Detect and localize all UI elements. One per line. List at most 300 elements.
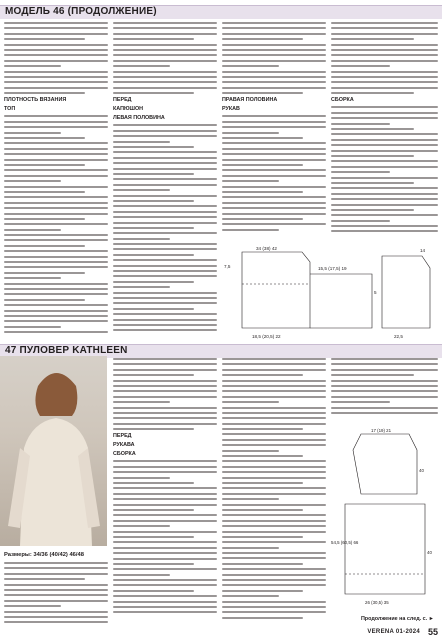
dimension-label: 5: [374, 290, 377, 295]
text-line: [222, 450, 279, 452]
text-line: [222, 207, 326, 209]
subheading: СБОРКА: [331, 97, 354, 104]
text-line: [4, 567, 108, 569]
text-line: [222, 477, 326, 479]
text-line: [222, 574, 326, 576]
text-line: [331, 177, 438, 179]
text-line: [222, 202, 326, 204]
text-line: [222, 169, 326, 171]
subheading: РУКАВА: [113, 442, 135, 449]
text-line: [4, 148, 108, 150]
text-line: [222, 396, 326, 398]
dimension-label: 54,5 (60,5) 66: [331, 540, 359, 545]
text-line: [4, 621, 108, 623]
text-line: [4, 326, 61, 328]
text-line: [113, 380, 217, 382]
text-line: [4, 310, 108, 312]
text-line: [113, 54, 217, 56]
text-line: [4, 605, 61, 607]
text-line: [4, 38, 85, 40]
text-line: [113, 390, 217, 392]
text-line: [222, 218, 303, 220]
text-line: [4, 213, 108, 215]
text-line: [113, 579, 217, 581]
text-line: [113, 49, 217, 51]
text-line: [4, 54, 108, 56]
text-line: [4, 22, 108, 24]
subheading: ПЕРЕД: [113, 97, 132, 104]
text-line: [222, 115, 326, 117]
text-line: [222, 33, 326, 35]
text-line: [331, 187, 438, 189]
text-line: [113, 227, 194, 229]
text-line: [113, 275, 217, 277]
text-line: [113, 477, 170, 479]
text-line: [222, 223, 326, 225]
text-line: [113, 243, 217, 245]
text-line: [113, 324, 217, 326]
text-line: [113, 547, 217, 549]
text-line: [113, 184, 217, 186]
text-line: [4, 288, 108, 290]
text-line: [113, 584, 217, 586]
text-line: [331, 407, 438, 409]
text-line: [113, 87, 217, 89]
text-line: [113, 38, 194, 40]
text-line: [222, 466, 326, 468]
text-line: [113, 493, 217, 495]
pattern-schematic-bottom: [331, 424, 438, 614]
text-line: [113, 211, 217, 213]
text-line: [222, 175, 326, 177]
text-line: [222, 369, 326, 371]
text-line: [113, 44, 217, 46]
text-line: [4, 87, 108, 89]
text-column-lower-1: [4, 562, 108, 628]
text-line: [222, 87, 326, 89]
text-line: [222, 557, 326, 559]
text-line: [4, 239, 108, 241]
text-line: [222, 71, 326, 73]
text-line: [113, 504, 217, 506]
text-line: [222, 196, 326, 198]
text-line: [331, 160, 438, 162]
text-line: [331, 363, 438, 365]
text-line: [113, 205, 217, 207]
text-line: [4, 115, 108, 117]
text-column-2: [113, 22, 217, 344]
text-line: [4, 256, 108, 258]
text-line: [4, 589, 108, 591]
text-line: [331, 396, 438, 398]
text-line: [113, 428, 194, 430]
text-line: [331, 182, 414, 184]
text-line: [222, 38, 303, 40]
dimension-label: 34 (38) 42: [256, 246, 277, 251]
text-line: [113, 509, 194, 511]
text-line: [113, 238, 170, 240]
subheading: РУКАВ: [222, 106, 240, 113]
text-line: [113, 76, 217, 78]
text-line: [222, 358, 326, 360]
text-line: [113, 189, 170, 191]
text-line: [113, 200, 194, 202]
text-line: [113, 417, 217, 419]
text-line: [222, 482, 303, 484]
text-line: [4, 261, 108, 263]
text-line: [4, 283, 108, 285]
dimension-label: 18,5 (20,5) 22: [252, 334, 281, 339]
text-line: [4, 169, 108, 171]
text-line: [113, 297, 217, 299]
dimension-label: 17 (19) 21: [371, 428, 392, 433]
text-line: [222, 142, 326, 144]
text-line: [222, 541, 326, 543]
dimension-label: 15,5 (17,5) 19: [318, 266, 347, 271]
text-line: [331, 133, 438, 135]
text-line: [113, 254, 194, 256]
text-line: [222, 164, 303, 166]
text-line: [4, 76, 108, 78]
text-line: [113, 173, 194, 175]
text-line: [113, 536, 194, 538]
text-line: [331, 117, 438, 119]
text-line: [113, 222, 217, 224]
text-line: [331, 87, 438, 89]
text-line: [222, 563, 303, 565]
text-line: [222, 407, 326, 409]
text-line: [331, 33, 438, 35]
text-line: [222, 417, 326, 419]
text-line: [331, 65, 390, 67]
text-line: [113, 265, 217, 267]
section-title: 47 ПУЛОВЕР KATHLEEN: [5, 345, 128, 356]
text-line: [4, 584, 108, 586]
text-line: [4, 245, 85, 247]
text-line: [222, 520, 326, 522]
text-line: [222, 579, 326, 581]
text-line: [113, 460, 217, 462]
subheading: КАПЮШОН: [113, 106, 144, 113]
text-line: [222, 363, 326, 365]
text-line: [4, 27, 108, 29]
text-line: [331, 49, 438, 51]
text-column-1: [4, 22, 108, 344]
text-line: [4, 92, 85, 94]
text-line: [222, 81, 326, 83]
text-line: [222, 374, 303, 376]
text-line: [113, 146, 194, 148]
text-line: [4, 191, 85, 193]
text-line: [331, 171, 390, 173]
text-line: [113, 466, 217, 468]
text-line: [222, 148, 326, 150]
text-line: [4, 81, 108, 83]
text-line: [4, 229, 61, 231]
text-line: [331, 166, 438, 168]
text-line: [113, 482, 194, 484]
text-line: [113, 313, 217, 315]
text-line: [222, 471, 326, 473]
text-line: [222, 509, 303, 511]
text-line: [222, 380, 326, 382]
text-line: [113, 33, 217, 35]
text-line: [4, 616, 108, 618]
text-line: [4, 331, 108, 333]
text-line: [113, 292, 217, 294]
text-line: [222, 121, 326, 123]
text-line: [331, 412, 438, 414]
text-line: [222, 27, 326, 29]
text-line: [222, 390, 326, 392]
text-column-lower-3: [222, 358, 326, 626]
text-line: [113, 248, 217, 250]
text-line: [222, 595, 279, 597]
text-line: [113, 520, 217, 522]
text-line: [222, 153, 326, 155]
dimension-label: 26 (30,5) 35: [365, 600, 389, 605]
text-line: [222, 186, 326, 188]
text-line: [4, 159, 108, 161]
text-line: [222, 412, 326, 414]
text-line: [113, 135, 217, 137]
text-line: [4, 234, 108, 236]
text-column-lower-2: [113, 358, 217, 626]
text-line: [222, 76, 326, 78]
text-line: [331, 76, 438, 78]
continued-label: Продолжение на след. с. ►: [360, 616, 434, 622]
text-line: [331, 112, 438, 114]
text-line: [331, 214, 438, 216]
text-line: [4, 594, 108, 596]
text-line: [4, 600, 108, 602]
text-line: [331, 123, 390, 125]
text-line: [331, 380, 438, 382]
text-line: [222, 552, 326, 554]
text-line: [222, 514, 326, 516]
text-line: [331, 92, 414, 94]
text-line: [331, 225, 438, 227]
dimension-label: 22,5: [394, 334, 403, 339]
text-line: [4, 132, 61, 134]
text-line: [222, 590, 303, 592]
subheading: ПРАВАЯ ПОЛОВИНА: [222, 97, 278, 104]
text-line: [222, 487, 326, 489]
text-line: [331, 144, 438, 146]
text-line: [113, 487, 217, 489]
text-line: [4, 164, 85, 166]
text-line: [331, 390, 438, 392]
text-line: [4, 180, 61, 182]
text-line: [222, 536, 303, 538]
text-line: [113, 541, 217, 543]
text-line: [222, 531, 326, 533]
text-line: [331, 220, 390, 222]
text-line: [222, 606, 326, 608]
text-line: [113, 552, 217, 554]
text-line: [4, 266, 108, 268]
sizes-label: Размеры: 34/36 (40/42) 46/48: [4, 552, 84, 558]
text-line: [4, 121, 108, 123]
text-line: [331, 150, 438, 152]
text-line: [222, 444, 326, 446]
text-line: [4, 578, 85, 580]
text-line: [4, 202, 108, 204]
text-line: [113, 178, 217, 180]
text-line: [331, 38, 414, 40]
text-line: [222, 213, 326, 215]
text-line: [331, 358, 438, 360]
text-line: [113, 396, 217, 398]
dimension-label: 40: [419, 468, 424, 473]
text-line: [113, 168, 217, 170]
text-line: [222, 601, 326, 603]
text-line: [4, 218, 85, 220]
text-line: [331, 209, 414, 211]
text-line: [222, 385, 326, 387]
text-line: [4, 272, 85, 274]
text-line: [113, 385, 217, 387]
text-line: [113, 308, 194, 310]
text-line: [4, 49, 108, 51]
text-line: [113, 369, 217, 371]
text-line: [4, 277, 61, 279]
text-line: [222, 22, 326, 24]
text-line: [113, 412, 217, 414]
text-line: [113, 124, 217, 126]
text-line: [113, 407, 217, 409]
text-line: [113, 232, 217, 234]
text-line: [331, 139, 438, 141]
text-line: [222, 547, 279, 549]
text-line: [113, 574, 170, 576]
text-line: [331, 401, 390, 403]
text-line: [331, 385, 438, 387]
text-line: [113, 363, 217, 365]
text-line: [331, 81, 438, 83]
text-line: [113, 27, 217, 29]
text-line: [222, 60, 326, 62]
text-line: [331, 369, 438, 371]
text-line: [113, 71, 217, 73]
text-line: [331, 22, 438, 24]
text-line: [4, 299, 85, 301]
text-line: [113, 514, 217, 516]
text-line: [113, 498, 217, 500]
text-line: [331, 106, 438, 108]
text-line: [222, 65, 279, 67]
text-line: [222, 44, 326, 46]
text-line: [4, 175, 108, 177]
text-line: [331, 71, 438, 73]
text-line: [222, 137, 303, 139]
dimension-label: 40: [427, 550, 432, 555]
text-line: [4, 126, 108, 128]
text-line: [4, 611, 108, 613]
text-line: [222, 159, 326, 161]
pattern-schematic-top: [222, 244, 438, 344]
text-line: [4, 250, 108, 252]
text-line: [113, 65, 170, 67]
text-line: [4, 573, 108, 575]
text-line: [331, 54, 438, 56]
subheading: ПЛОТНОСТЬ ВЯЗАНИЯ: [4, 97, 67, 104]
text-line: [331, 128, 414, 130]
text-line: [113, 151, 217, 153]
text-line: [113, 22, 217, 24]
page-number: 55: [427, 627, 438, 637]
text-line: [113, 162, 217, 164]
page-footer: [0, 628, 442, 640]
text-line: [113, 531, 217, 533]
text-line: [113, 525, 170, 527]
text-line: [113, 595, 217, 597]
text-line: [331, 230, 438, 232]
text-line: [222, 504, 326, 506]
text-line: [4, 65, 61, 67]
dimension-label: 7,5: [224, 264, 231, 269]
text-line: [113, 601, 217, 603]
text-line: [4, 207, 108, 209]
text-line: [113, 81, 217, 83]
section-title: МОДЕЛЬ 46 (ПРОДОЛЖЕНИЕ): [5, 6, 157, 17]
text-line: [222, 132, 279, 134]
text-line: [331, 60, 438, 62]
text-line: [222, 49, 326, 51]
text-line: [113, 130, 217, 132]
text-line: [4, 71, 108, 73]
text-line: [113, 329, 217, 331]
text-line: [222, 433, 326, 435]
text-column-4: [331, 22, 438, 242]
text-line: [113, 319, 217, 321]
text-line: [222, 611, 326, 613]
text-line: [331, 193, 438, 195]
text-line: [4, 315, 108, 317]
text-column-lower-4: [331, 358, 438, 420]
text-line: [331, 374, 414, 376]
text-line: [4, 153, 108, 155]
subheading: ТОП: [4, 106, 16, 113]
text-line: [113, 286, 170, 288]
text-line: [4, 293, 108, 295]
text-line: [4, 33, 108, 35]
text-line: [331, 44, 438, 46]
text-line: [113, 92, 194, 94]
text-line: [222, 568, 326, 570]
text-line: [113, 281, 194, 283]
text-line: [222, 428, 303, 430]
text-line: [222, 525, 326, 527]
text-line: [113, 423, 217, 425]
subheading: ЛЕВАЯ ПОЛОВИНА: [113, 115, 165, 122]
text-line: [113, 60, 217, 62]
text-line: [222, 423, 326, 425]
text-line: [4, 196, 108, 198]
text-line: [113, 471, 217, 473]
text-line: [4, 320, 108, 322]
text-line: [113, 157, 217, 159]
text-line: [113, 558, 217, 560]
text-line: [113, 270, 217, 272]
text-line: [331, 204, 438, 206]
text-line: [113, 563, 194, 565]
text-line: [4, 186, 108, 188]
text-line: [4, 304, 108, 306]
text-line: [222, 498, 279, 500]
text-line: [4, 223, 108, 225]
text-line: [222, 126, 326, 128]
